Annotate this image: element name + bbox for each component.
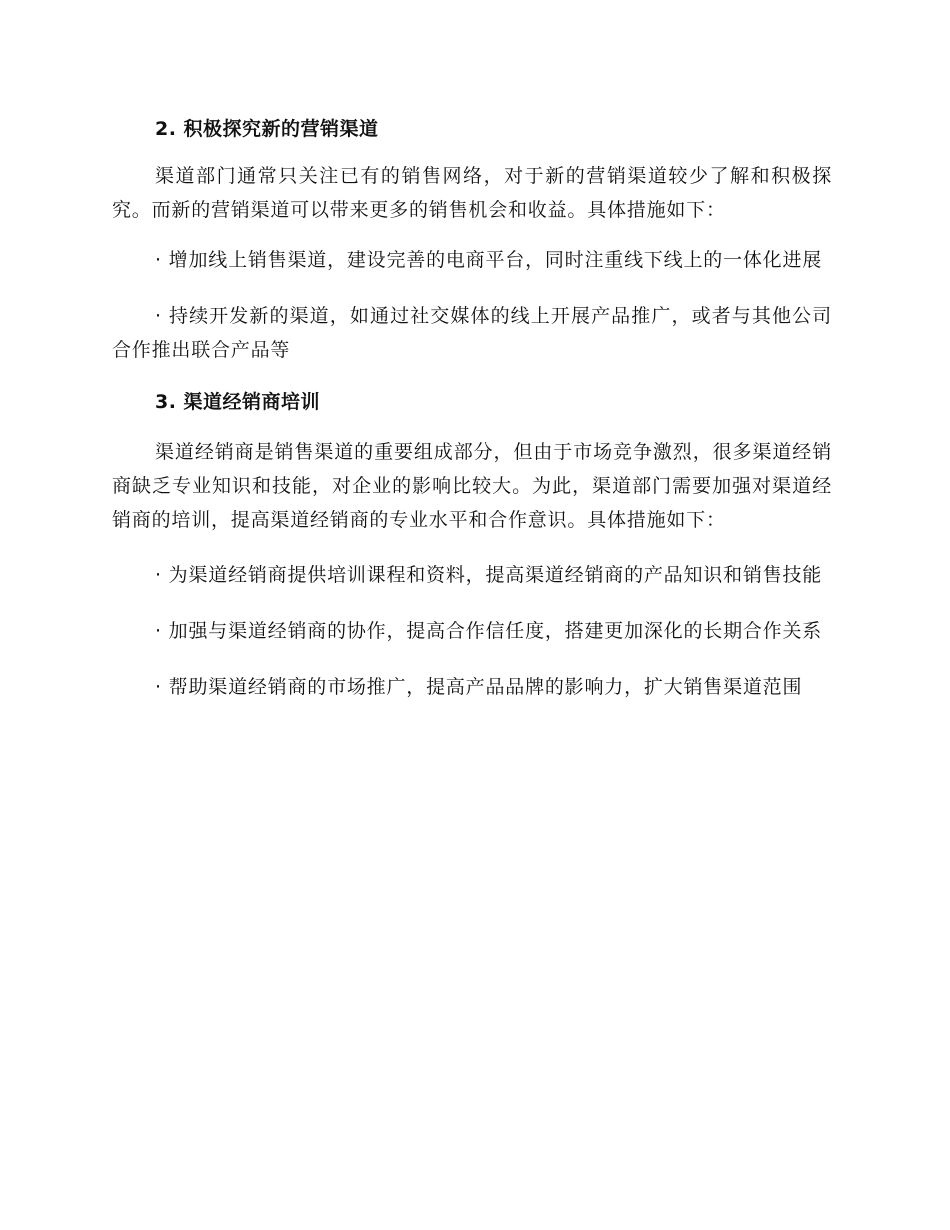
bullet-item: · 增加线上销售渠道，建设完善的电商平台，同时注重线下线上的一体化进展 bbox=[155, 249, 823, 271]
bullet-item: · 为渠道经销商提供培训课程和资料，提高渠道经销商的产品知识和销售技能 bbox=[155, 564, 823, 586]
bullet-item: · 加强与渠道经销商的协作，提高合作信任度，搭建更加深化的长期合作关系 bbox=[155, 620, 823, 642]
bullet-item: · 持续开发新的渠道，如通过社交媒体的线上开展产品推广，或者与其他公司合作推出联合产品等 bbox=[112, 305, 832, 361]
section-heading: 3. 渠道经销商培训 bbox=[155, 391, 321, 413]
section-paragraph: 渠道部门通常只关注已有的销售网络，对于新的营销渠道较少了解和积极探究。而新的营销渠道可以带来更多的销售机会和收益。具体措施如下： bbox=[112, 165, 832, 221]
bullet-item: · 帮助渠道经销商的市场推广，提高产品品牌的影响力，扩大销售渠道范围 bbox=[155, 676, 803, 698]
section-paragraph: 渠道经销商是销售渠道的重要组成部分，但由于市场竞争激烈，很多渠道经销商缺乏专业知识和技能，对企业的影响比较大。为此，渠道部门需要加强对渠道经销商的培训，提高渠道经销商的专业水平和合作意识。具体措施如下： bbox=[112, 441, 832, 531]
section-heading: 2. 积极探究新的营销渠道 bbox=[155, 118, 379, 140]
